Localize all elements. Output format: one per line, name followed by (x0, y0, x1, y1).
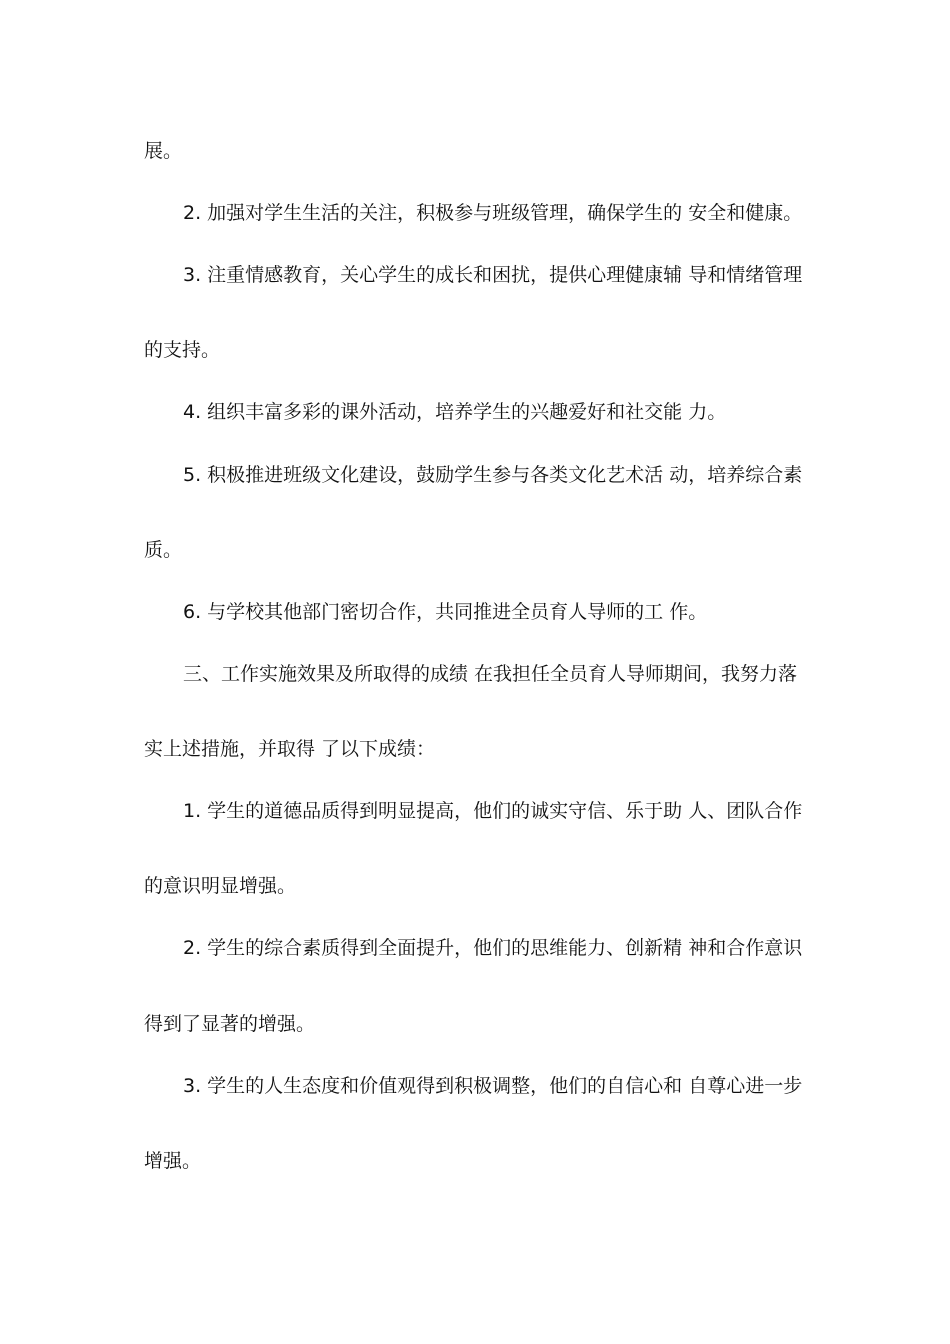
text-line-continuation: 展。 (144, 140, 183, 162)
list-item-5-culture: 5. 积极推进班级文化建设，鼓励学生参与各类文化艺术活 动，培养综合素 (183, 464, 803, 486)
text-line-continuation: 得到了显著的增强。 (144, 1013, 316, 1035)
list-item-6-cooperation: 6. 与学校其他部门密切合作，共同推进全员育人导师的工 作。 (183, 601, 708, 623)
result-item-2-quality: 2. 学生的综合素质得到全面提升，他们的思维能力、创新精 神和合作意识 (183, 937, 803, 959)
text-line-continuation: 质。 (144, 539, 183, 561)
section-heading-results: 三、工作实施效果及所取得的成绩 在我担任全员育人导师期间，我努力落 (183, 663, 798, 685)
text-line-continuation: 实上述措施，并取得 了以下成绩： (144, 738, 436, 760)
text-line-continuation: 增强。 (144, 1150, 202, 1172)
result-item-3-values: 3. 学生的人生态度和价值观得到积极调整，他们的自信心和 自尊心进一步 (183, 1075, 803, 1097)
text-line-continuation: 的支持。 (144, 339, 221, 361)
result-item-1-morality: 1. 学生的道德品质得到明显提高，他们的诚实守信、乐于助 人、团队合作 (183, 800, 803, 822)
list-item-2-care: 2. 加强对学生生活的关注，积极参与班级管理，确保学生的 安全和健康。 (183, 202, 803, 224)
text-line-continuation: 的意识明显增强。 (144, 875, 297, 897)
list-item-4-activities: 4. 组织丰富多彩的课外活动，培养学生的兴趣爱好和社交能 力。 (183, 401, 727, 423)
list-item-3-emotion: 3. 注重情感教育，关心学生的成长和困扰，提供心理健康辅 导和情绪管理 (183, 264, 803, 286)
